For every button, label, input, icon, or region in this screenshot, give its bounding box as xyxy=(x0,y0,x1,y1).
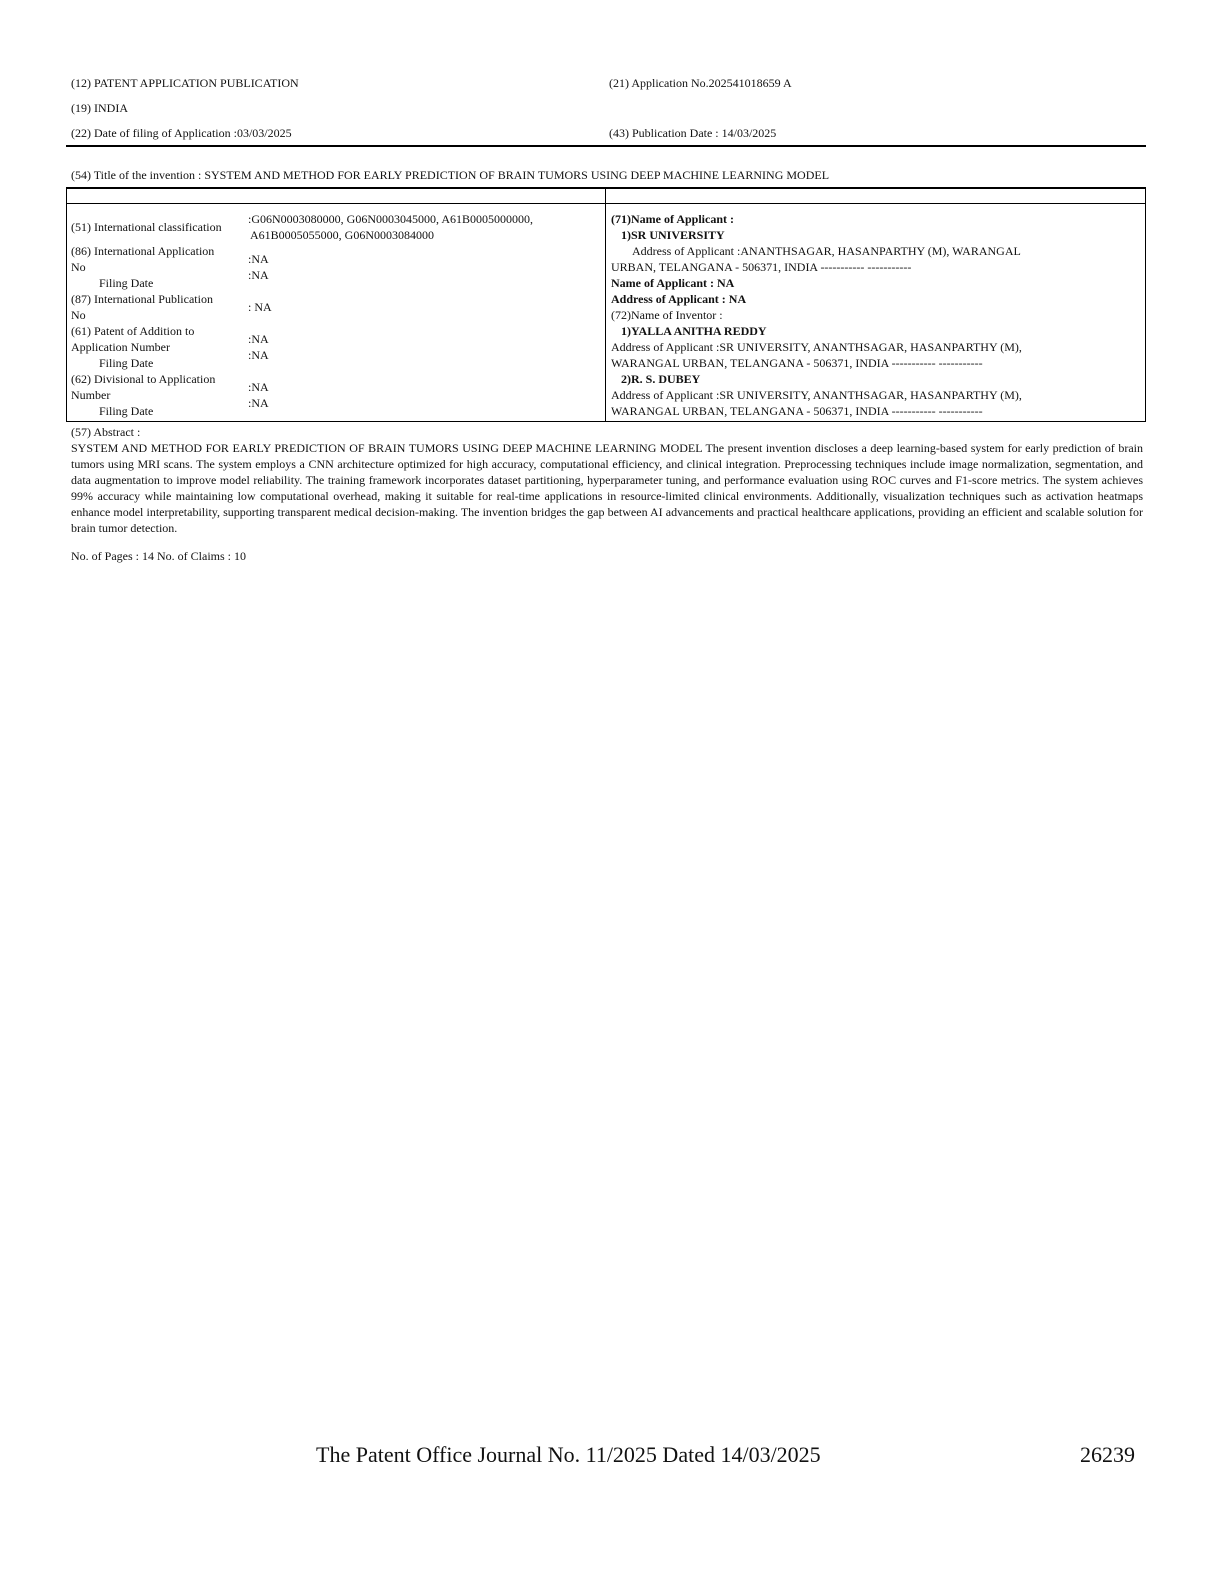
intl-classification-value-2: A61B0005055000, G06N0003084000 xyxy=(250,228,435,242)
invention-title: (54) Title of the invention : SYSTEM AND METHOD FOR EARLY PREDICTION OF BRAIN TUMORS USING DEEP MACHINE LEARNING MODEL xyxy=(71,168,830,182)
intl-publication-label-2: No xyxy=(71,308,86,322)
divisional-filing-label: Filing Date xyxy=(99,404,154,418)
column-divider xyxy=(605,188,606,422)
intl-application-filing-label: Filing Date xyxy=(99,276,154,290)
intl-publication-label-1: (87) International Publication xyxy=(71,292,213,306)
inventor-2-address-2: WARANGAL URBAN, TELANGANA - 506371, INDIA ----------- ----------- xyxy=(611,404,983,418)
name-of-applicant-na: Name of Applicant : NA xyxy=(611,276,735,290)
intl-classification-label: (51) International classification xyxy=(71,220,222,234)
page-number: 26239 xyxy=(1080,1442,1135,1467)
address-of-applicant-na: Address of Applicant : NA xyxy=(611,292,747,306)
intl-classification-value-1: :G06N0003080000, G06N0003045000, A61B0005000000, xyxy=(248,212,534,226)
applicant-1-address-1: Address of Applicant :ANANTHSAGAR, HASANPARTHY (M), WARANGAL xyxy=(632,244,1021,258)
inventor-2-address-1: Address of Applicant :SR UNIVERSITY, ANANTHSAGAR, HASANPARTHY (M), xyxy=(611,388,1022,402)
divisional-label-2: Number xyxy=(71,388,111,402)
applicant-heading xyxy=(611,211,734,227)
patent-addition-filing-label: Filing Date xyxy=(99,356,154,370)
divisional-filing-value: :NA xyxy=(248,396,269,410)
abstract-label: (57) Abstract : xyxy=(71,425,141,439)
intl-application-filing-value: :NA xyxy=(248,268,269,282)
application-number: (21) Application No.202541018659 A xyxy=(609,76,792,90)
divisional-value: :NA xyxy=(248,380,269,394)
journal-footer: The Patent Office Journal No. 11/2025 Dated 14/03/2025 xyxy=(316,1442,821,1467)
patent-addition-label-2: Application Number xyxy=(71,340,170,354)
applicant-1-address-2: URBAN, TELANGANA - 506371, INDIA ----------- ----------- xyxy=(611,260,912,274)
intl-application-value: :NA xyxy=(248,252,269,266)
publication-date: (43) Publication Date : 14/03/2025 xyxy=(609,126,777,140)
right-border-top xyxy=(1145,188,1146,203)
abstract-text: SYSTEM AND METHOD FOR EARLY PREDICTION OF BRAIN TUMORS USING DEEP MACHINE LEARNING MODEL The present invention discloses a deep learning-based system for early prediction of brain tumors using MRI scans. The system employs a CNN architecture optimized for high accuracy, computational efficiency, and clinical integration. Preprocessing techniques include image normalization, segmentation, and data augmentation to improve model reliability. The training framework incorporates dataset partitioning, hyperparameter tuning, and performance evaluation using ROC curves and F1-score metrics. The system achieves 99% accuracy while maintaining low computational overhead, making it suitable for real-time applications in resource-limited clinical environments. Additionally, visualization techniques such as activation heatmaps enhance model interpretability, supporting transparent medical decision-making. The invention bridges the gap between AI advancements and practical healthcare applications, providing an efficient and scalable solution for brain tumor detection. xyxy=(71,441,1143,535)
intl-application-label-2: No xyxy=(71,260,86,274)
patent-addition-label-1: (61) Patent of Addition to xyxy=(71,324,195,338)
publication-type: (12) PATENT APPLICATION PUBLICATION xyxy=(71,76,299,90)
divisional-label-1: (62) Divisional to Application xyxy=(71,372,216,386)
header-divider xyxy=(66,145,1146,147)
filing-date: (22) Date of filing of Application :03/03/2025 xyxy=(71,126,292,140)
applicant-1-name: 1)SR UNIVERSITY xyxy=(621,228,725,242)
inventor-1-address-1: Address of Applicant :SR UNIVERSITY, ANANTHSAGAR, HASANPARTHY (M), xyxy=(611,340,1022,354)
inventor-1-name: 1)YALLA ANITHA REDDY xyxy=(621,324,767,338)
inventor-heading: (72)Name of Inventor : xyxy=(611,308,723,322)
patent-addition-value: :NA xyxy=(248,332,269,346)
intl-publication-value: : NA xyxy=(248,300,272,314)
country: (19) INDIA xyxy=(71,101,128,115)
title-divider xyxy=(66,187,1146,189)
inventor-2-name: 2)R. S. DUBEY xyxy=(621,372,701,386)
left-border-top xyxy=(66,188,67,203)
pages-and-claims: No. of Pages : 14 No. of Claims : 10 xyxy=(71,549,246,563)
patent-addition-filing-value: :NA xyxy=(248,348,269,362)
inventor-1-address-2: WARANGAL URBAN, TELANGANA - 506371, INDIA ----------- ----------- xyxy=(611,356,983,370)
intl-application-label-1: (86) International Application xyxy=(71,244,215,258)
applicant-heading-text: (71)Name of Applicant : xyxy=(611,212,734,226)
